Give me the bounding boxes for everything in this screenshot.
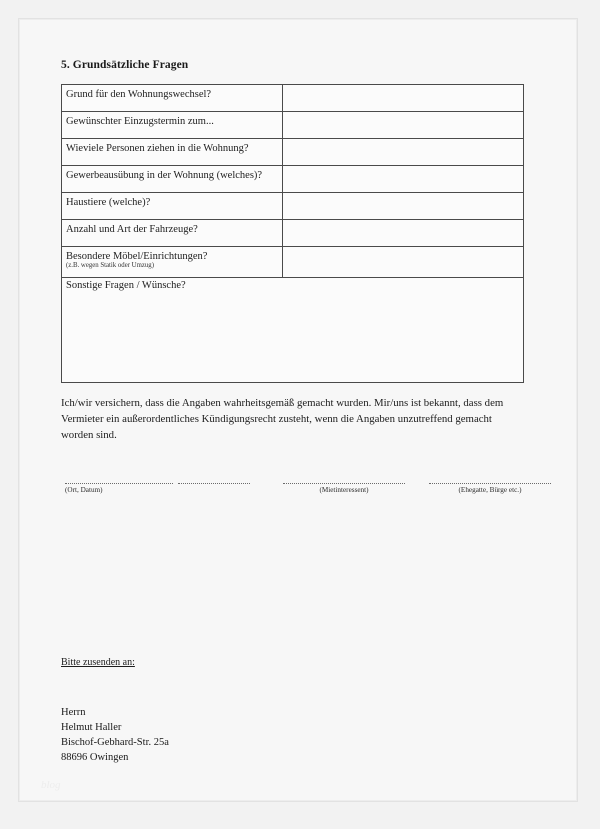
declaration-paragraph: Ich/wir versichern, dass die Angaben wahrheitsgemäß gemacht wurden. Mir/uns ist bekannt, dass dem Vermieter ein außerordentliches Kündigungsrecht zusteht, wenn die Angaben unzutreffend gemacht worden sind.	[61, 397, 504, 441]
answer-field[interactable]	[283, 139, 524, 166]
address-line: Herrn	[61, 707, 86, 718]
question-label: Gewünschter Einzugstermin zum...	[66, 116, 214, 127]
signature-block	[61, 474, 531, 514]
table-row	[62, 112, 524, 139]
signature-group-ort-datum	[65, 474, 250, 494]
table-row	[62, 220, 524, 247]
address-line: 88696 Owingen	[61, 752, 129, 763]
document-page	[18, 18, 578, 802]
send-to-title: Bitte zusenden an:	[61, 657, 135, 668]
answer-field[interactable]	[283, 220, 524, 247]
table-body	[62, 85, 524, 383]
signature-line[interactable]	[65, 474, 250, 484]
question-label: Anzahl und Art der Fahrzeuge?	[66, 224, 198, 235]
signature-line[interactable]	[429, 474, 551, 484]
question-label: Grund für den Wohnungswechsel?	[66, 89, 212, 100]
signature-caption: (Ort, Datum)	[65, 486, 103, 494]
table-row	[62, 139, 524, 166]
question-label-cell	[62, 139, 283, 166]
signature-group-mietinteressent	[283, 474, 405, 494]
questions-table	[61, 84, 524, 383]
address-line: Helmut Haller	[61, 722, 122, 733]
table-row	[62, 166, 524, 193]
answer-field[interactable]	[283, 85, 524, 112]
signature-group-ehegatte-buerge	[429, 474, 551, 494]
table-row	[62, 247, 524, 278]
question-label: Wieviele Personen ziehen in die Wohnung?	[66, 143, 249, 154]
question-label-cell	[62, 166, 283, 193]
question-label-cell	[62, 220, 283, 247]
table-row	[62, 85, 524, 112]
question-sublabel: (z.B. wegen Statik oder Umzug)	[66, 262, 154, 269]
recipient-address	[61, 705, 169, 765]
signature-line-segment	[283, 476, 405, 484]
question-label-cell	[62, 85, 283, 112]
signature-caption: (Mietinteressent)	[319, 486, 369, 494]
address-line: Bischof-Gebhard-Str. 25a	[61, 737, 169, 748]
question-label: Besondere Möbel/Einrichtungen?	[66, 251, 208, 262]
question-label: Haustiere (welche)?	[66, 197, 151, 208]
watermark-artifact: blog	[41, 779, 61, 791]
signature-caption: (Ehegatte, Bürge etc.)	[458, 486, 522, 494]
answer-field[interactable]	[283, 112, 524, 139]
answer-field[interactable]	[283, 166, 524, 193]
signature-line-segment	[429, 476, 551, 484]
answer-field[interactable]	[283, 247, 524, 278]
signature-line-segment	[178, 476, 250, 484]
answer-field[interactable]	[283, 193, 524, 220]
signature-line[interactable]	[283, 474, 405, 484]
question-label-cell	[62, 247, 283, 278]
question-label: Gewerbeausübung in der Wohnung (welches)?	[66, 170, 263, 181]
table-row	[62, 193, 524, 220]
page-title: 5. Grundsätzliche Fragen	[61, 59, 189, 71]
question-label-cell	[62, 112, 283, 139]
table-row-freetext	[62, 278, 524, 383]
free-text-field[interactable]	[62, 278, 524, 383]
signature-line-segment	[65, 476, 173, 484]
free-text-label: Sonstige Fragen / Wünsche?	[66, 280, 186, 291]
question-label-cell	[62, 193, 283, 220]
